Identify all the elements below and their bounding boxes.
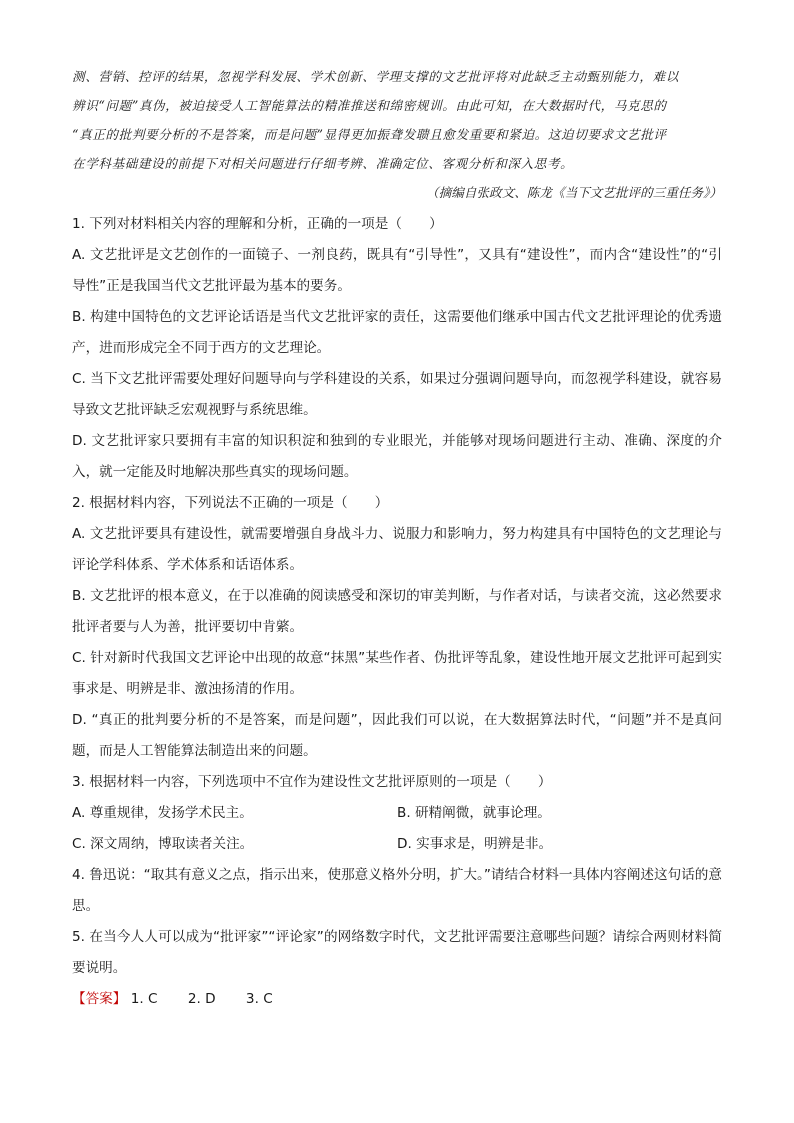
option-b: B. 研精阐微，就事论理。 (397, 805, 551, 821)
passage-line: “真正的批判要分析的不是答案，而是问题”显得更加振聋发聩且愈发重要和紧迫。这迫切要求文艺批评 (72, 127, 667, 142)
question-4: 4. 鲁迅说：“取其有意义之点，指示出来，使那意义格外分明，扩大。”请结合材料一具体内容阐述这句话的意思。 (72, 867, 722, 914)
option-row (72, 798, 722, 829)
answer-tag: 【答案】 (72, 991, 127, 1007)
passage-line: 在学科基础建设的前提下对相关问题进行仔细考辨、准确定位、客观分析和深入思考。 (72, 156, 574, 171)
option-d: D. 文艺批评家只要拥有丰富的知识积淀和独到的专业眼光，并能够对现场问题进行主动、准确、深度的介入，就一定能及时地解决那些真实的现场问题。 (72, 433, 722, 480)
passage-line: 辨识“问题”真伪，被迫接受人工智能算法的精准推送和绵密规训。由此可知，在大数据时代，马克思的 (72, 98, 667, 113)
option-d: D. “真正的批判要分析的不是答案，而是问题”，因此我们可以说，在大数据算法时代，“问题”并不是真问题，而是人工智能算法制造出来的问题。 (72, 712, 722, 759)
option-row (72, 829, 722, 860)
option-b: B. 构建中国特色的文艺评论话语是当代文艺批评家的责任，这需要他们继承中国古代文艺批评理论的优秀遗产，进而形成完全不同于西方的文艺理论。 (72, 309, 722, 356)
question-1 (72, 209, 722, 488)
question-3 (72, 767, 722, 860)
option-b: B. 文艺批评的根本意义，在于以准确的阅读感受和深切的审美判断，与作者对话，与读者交流，这必然要求批评者要与人为善，批评要切中肯綮。 (72, 588, 722, 635)
question-5: 5. 在当今人人可以成为“批评家”“评论家”的网络数字时代，文艺批评需要注意哪些问题？请综合两则材料简要说明。 (72, 929, 722, 976)
question-stem: 2. 根据材料内容，下列说法不正确的一项是（ ） (72, 495, 389, 511)
option-c: C. 针对新时代我国文艺评论中出现的故意“抹黑”某些作者、伪批评等乱象，建设性地开展文艺批评可起到实事求是、明辨是非、激浊扬清的作用。 (72, 650, 722, 697)
option-d: D. 实事求是，明辨是非。 (397, 836, 553, 852)
answer-item: 2. D (187, 991, 216, 1007)
passage (72, 62, 722, 178)
option-a: A. 文艺批评是文艺创作的一面镜子、一剂良药，既具有“引导性”，又具有“建设性”，而内含“建设性”的“引导性”正是我国当代文艺批评最为基本的要务。 (72, 247, 722, 294)
document-page (72, 62, 722, 1015)
option-c: C. 当下文艺批评需要处理好问题导向与学科建设的关系，如果过分强调问题导向，而忽视学科建设，就容易导致文艺批评缺乏宏观视野与系统思维。 (72, 371, 722, 418)
answer-item: 3. C (245, 991, 273, 1007)
option-a: A. 文艺批评要具有建设性，就需要增强自身战斗力、说服力和影响力，努力构建具有中国特色的文艺理论与评论学科体系、学术体系和话语体系。 (72, 526, 722, 573)
question-stem: 1. 下列对材料相关内容的理解和分析，正确的一项是（ ） (72, 216, 443, 232)
question-2 (72, 488, 722, 767)
source-citation: （摘编自张政文、陈龙《当下文艺批评的三重任务》） (426, 185, 722, 200)
question-stem: 3. 根据材料一内容，下列选项中不宜作为建设性文艺批评原则的一项是（ ） (72, 774, 552, 790)
answer-item: 1. C (130, 991, 158, 1007)
option-a: A. 尊重规律，发扬学术民主。 (72, 805, 253, 821)
passage-line: 测、营销、控评的结果，忽视学科发展、学术创新、学理支撑的文艺批评将对此缺乏主动甄别能力，难以 (72, 69, 679, 84)
answer-line (72, 984, 722, 1015)
option-c: C. 深文周纳，博取读者关注。 (72, 836, 254, 852)
